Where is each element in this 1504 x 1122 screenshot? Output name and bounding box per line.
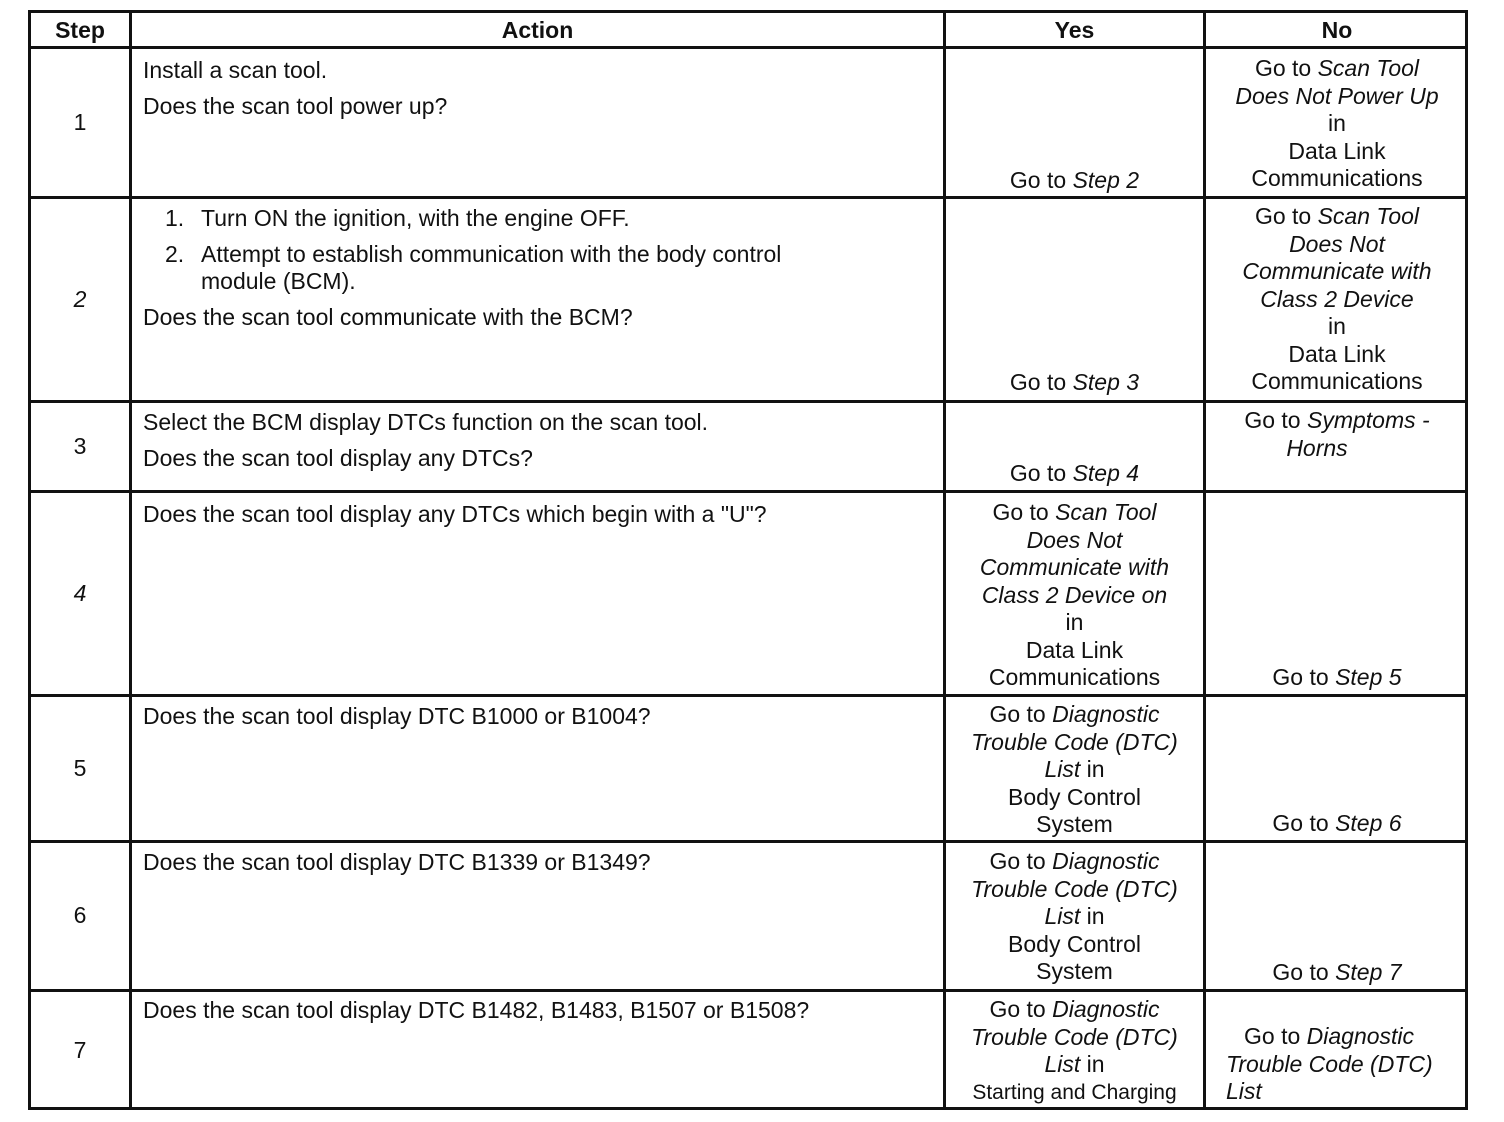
action-cell [143, 205, 863, 339]
yes-cell [946, 701, 1203, 839]
yes-prefix: Go to [1009, 166, 1067, 193]
yes-link[interactable]: Trouble Code (DTC) [971, 1023, 1178, 1050]
yes-link[interactable]: Does Not [1026, 526, 1123, 553]
action-text: Install a scan tool. [143, 57, 328, 83]
yes-prefix: Go to [1009, 368, 1067, 395]
no-prefix: Go to [1244, 1023, 1301, 1049]
yes-section: Body Control [1008, 930, 1141, 957]
yes-link[interactable]: Step 2 [1072, 166, 1140, 193]
yes-section: Data Link [1025, 636, 1124, 663]
row-divider [31, 196, 1465, 199]
no-section: Data Link [1288, 137, 1386, 164]
yes-in: in [1086, 756, 1105, 782]
header-action: Action [501, 17, 574, 43]
step-number: 3 [73, 432, 87, 459]
step-number: 2 [73, 285, 87, 312]
action-question: Does the scan tool power up? [143, 92, 448, 119]
header-no: No [1321, 17, 1353, 43]
no-in: in [1328, 313, 1346, 339]
no-link[interactable]: Does Not [1289, 230, 1385, 257]
yes-link[interactable]: Step 4 [1072, 459, 1140, 486]
diagnostic-table [28, 10, 1468, 1110]
no-link[interactable]: Symptoms - [1306, 407, 1430, 433]
list-item: 2. Attempt to establish communication with the body control module (BCM). [165, 240, 782, 294]
yes-link[interactable]: List [1044, 1051, 1081, 1077]
no-prefix: Go to [1254, 55, 1312, 81]
action-question: Does the scan tool display DTC B1339 or B1349? [143, 849, 651, 875]
yes-cell [946, 996, 1203, 1106]
action-cell [143, 997, 933, 1033]
step-number: 5 [73, 754, 87, 781]
no-link[interactable]: Scan Tool [1317, 203, 1420, 229]
no-link[interactable]: Communicate with [1242, 258, 1432, 284]
yes-link[interactable]: Trouble Code (DTC) [971, 728, 1178, 755]
yes-cell [946, 403, 1203, 487]
yes-link[interactable]: Scan Tool [1055, 499, 1157, 525]
yes-section: Starting and Charging [972, 1080, 1177, 1104]
no-in: in [1328, 110, 1346, 136]
no-link[interactable]: Trouble Code (DTC) [1226, 1050, 1433, 1077]
no-section: Data Link [1288, 340, 1386, 367]
yes-prefix: Go to [992, 499, 1049, 525]
step-number: 4 [73, 579, 87, 606]
no-cell [1206, 1023, 1468, 1106]
yes-cell [946, 848, 1203, 986]
yes-in: in [1065, 609, 1084, 635]
yes-section: System [1036, 958, 1113, 984]
no-cell [1206, 697, 1468, 837]
row-divider [31, 400, 1465, 403]
step-number: 6 [73, 902, 87, 929]
no-link[interactable]: Diagnostic [1306, 1023, 1415, 1049]
no-prefix: Go to [1244, 407, 1301, 433]
no-cell [1206, 203, 1468, 396]
header-yes: Yes [1054, 17, 1095, 43]
yes-in: in [1086, 903, 1105, 929]
no-link[interactable]: Horns [1286, 434, 1348, 461]
no-link[interactable]: Scan Tool [1317, 55, 1420, 81]
yes-in: in [1086, 1051, 1105, 1077]
action-cell [143, 703, 933, 739]
yes-cell [946, 199, 1203, 396]
yes-link[interactable]: Trouble Code (DTC) [971, 875, 1178, 902]
header-step: Step [55, 17, 105, 43]
row-divider [31, 989, 1465, 992]
no-section: Communications [1251, 165, 1423, 191]
action-cell [143, 501, 933, 537]
action-text: Select the BCM display DTCs function on the scan tool. [143, 409, 709, 435]
action-cell [143, 57, 933, 128]
no-prefix: Go to [1272, 809, 1329, 836]
action-cell [143, 409, 933, 480]
yes-link[interactable]: List [1044, 903, 1081, 929]
no-link[interactable]: Step 6 [1335, 809, 1402, 836]
action-list [143, 205, 863, 296]
step-number: 7 [73, 1037, 87, 1064]
yes-section: Communications [988, 664, 1161, 690]
no-prefix: Go to [1272, 958, 1329, 985]
no-section: Communications [1251, 368, 1423, 394]
no-prefix: Go to [1272, 663, 1329, 690]
yes-cell [946, 499, 1203, 692]
row-divider [31, 46, 1465, 49]
no-link[interactable]: Does Not Power Up [1235, 82, 1439, 109]
yes-link[interactable]: List [1044, 756, 1081, 782]
yes-prefix: Go to [989, 848, 1046, 874]
yes-link[interactable]: Class 2 Device on [981, 581, 1168, 608]
action-question: Does the scan tool display DTC B1482, B1483, B1507 or B1508? [143, 997, 810, 1023]
yes-link[interactable]: Communicate with [979, 554, 1170, 580]
no-cell [1206, 843, 1468, 986]
no-link[interactable]: Step 7 [1335, 958, 1402, 985]
list-item: 1. Turn ON the ignition, with the engine OFF. [165, 205, 630, 231]
yes-section: System [1036, 811, 1113, 837]
yes-cell [946, 49, 1203, 194]
no-cell [1206, 493, 1468, 691]
yes-link[interactable]: Diagnostic [1052, 996, 1160, 1022]
no-cell [1206, 407, 1468, 462]
no-link[interactable]: Class 2 Device [1260, 285, 1414, 312]
action-cell [143, 849, 933, 885]
col-divider [129, 13, 132, 1107]
yes-prefix: Go to [1009, 459, 1067, 486]
no-link[interactable]: List [1226, 1078, 1262, 1104]
no-cell [1206, 55, 1468, 193]
no-link[interactable]: Step 5 [1335, 663, 1402, 690]
action-question: Does the scan tool display any DTCs which begin with a "U"? [143, 501, 767, 527]
action-question: Does the scan tool display DTC B1000 or B1004? [143, 703, 651, 729]
yes-section: Body Control [1008, 783, 1141, 810]
action-question: Does the scan tool display any DTCs? [143, 444, 533, 471]
no-prefix: Go to [1254, 203, 1312, 229]
yes-link[interactable]: Step 3 [1072, 368, 1140, 395]
yes-link[interactable]: Diagnostic [1052, 701, 1160, 727]
yes-prefix: Go to [989, 701, 1046, 727]
step-number: 1 [73, 108, 87, 135]
yes-link[interactable]: Diagnostic [1052, 848, 1160, 874]
action-question: Does the scan tool communicate with the BCM? [143, 303, 633, 330]
yes-prefix: Go to [989, 996, 1046, 1022]
